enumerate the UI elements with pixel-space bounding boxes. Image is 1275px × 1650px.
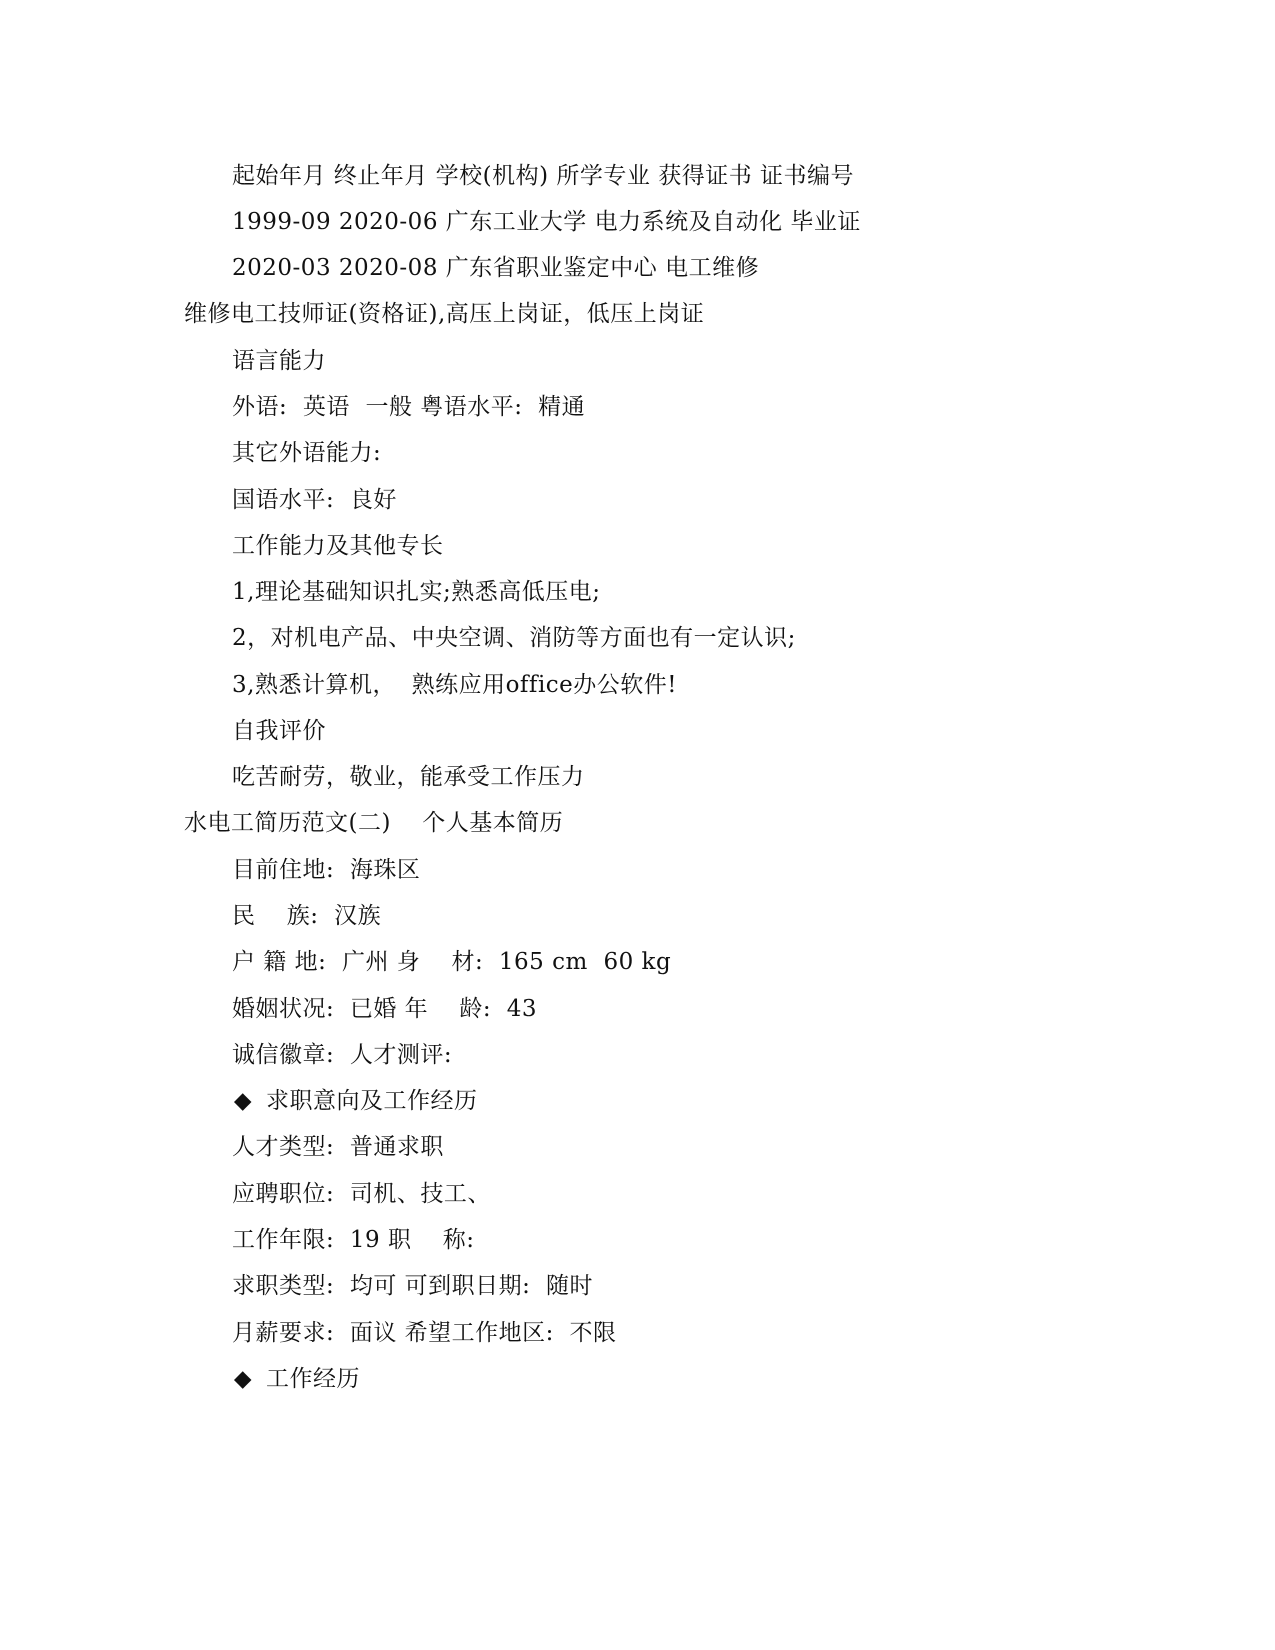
ethnicity: 民 族: 汉族 [232, 903, 382, 929]
residence: 目前住地: 海珠区 [232, 857, 421, 883]
mandarin-level: 国语水平: 良好 [232, 487, 397, 513]
section-language: 语言能力 [232, 348, 326, 374]
credit-badge: 诚信徽章: 人才测评: [232, 1042, 453, 1068]
section-work-experience [232, 1364, 360, 1394]
section-work-experience-label: 工作经历 [266, 1366, 360, 1392]
foreign-language: 外语: 英语 一般 粤语水平: 精通 [232, 394, 586, 420]
self-evaluation-text: 吃苦耐劳，敬业，能承受工作压力 [232, 764, 585, 790]
skill-item-3: 3,熟悉计算机， 熟练应用office办公软件! [232, 672, 678, 698]
skill-item-2: 2，对机电产品、中央空调、消防等方面也有一定认识; [232, 625, 796, 651]
education-row-1: 1999-09 2020-06 广东工业大学 电力系统及自动化 毕业证 [232, 209, 861, 235]
diamond-bullet-icon: ◆ [233, 1088, 253, 1114]
job-type: 求职类型: 均可 可到职日期: 随时 [232, 1273, 594, 1299]
certificates-line: 维修电工技师证(资格证),高压上岗证，低压上岗证 [184, 301, 705, 327]
section-job-intent [232, 1086, 478, 1116]
other-language: 其它外语能力: [232, 440, 382, 466]
work-years: 工作年限: 19 职 称: [232, 1227, 475, 1253]
talent-type: 人才类型: 普通求职 [232, 1134, 444, 1160]
section-job-intent-label: 求职意向及工作经历 [266, 1088, 478, 1114]
marital-age: 婚姻状况: 已婚 年 龄: 43 [232, 996, 538, 1022]
section-self-evaluation: 自我评价 [232, 718, 326, 744]
diamond-bullet-icon: ◆ [233, 1366, 253, 1392]
hometown-height-weight: 户 籍 地: 广州 身 材: 165 cm 60 kg [232, 949, 672, 975]
applied-position: 应聘职位: 司机、技工、 [232, 1181, 491, 1207]
education-header: 起始年月 终止年月 学校(机构) 所学专业 获得证书 证书编号 [232, 163, 855, 189]
section-skills: 工作能力及其他专长 [232, 533, 444, 559]
salary-requirement: 月薪要求: 面议 希望工作地区: 不限 [232, 1320, 617, 1346]
education-row-2: 2020-03 2020-08 广东省职业鉴定中心 电工维修 [232, 255, 760, 281]
resume-title-2: 水电工简历范文(二) 个人基本简历 [184, 810, 564, 836]
skill-item-1: 1,理论基础知识扎实;熟悉高低压电; [232, 579, 601, 605]
